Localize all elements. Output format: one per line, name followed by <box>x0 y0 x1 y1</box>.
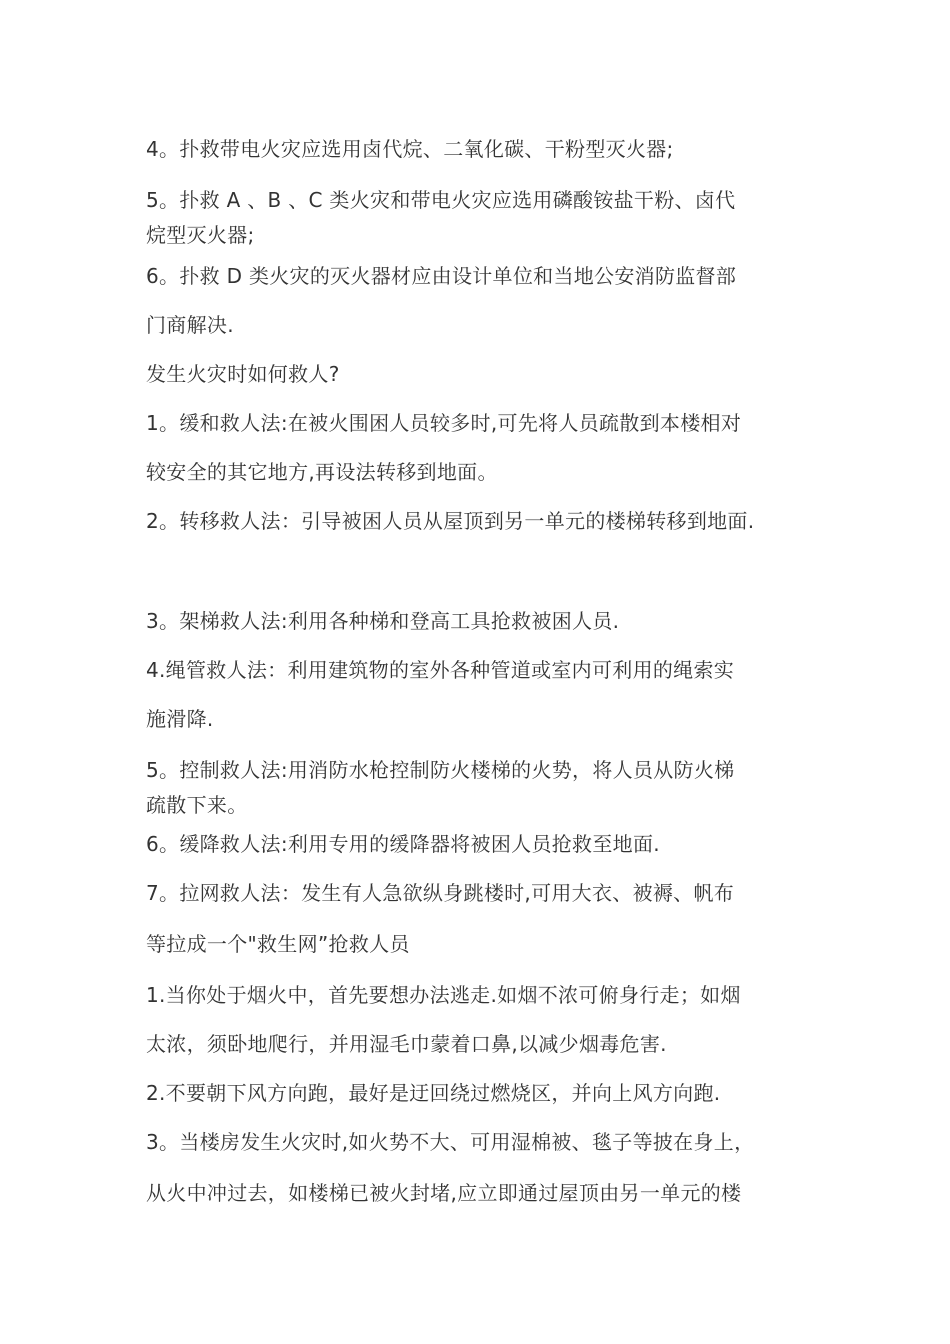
text-line-rescue-6: 6。缓降救人法:利用专用的缓降器将被困人员抢救至地面. <box>146 832 660 856</box>
text-line-extinguisher-d-cont: 门商解决. <box>146 313 234 337</box>
text-line-escape-1-cont: 太浓，须卧地爬行，并用湿毛巾蒙着口鼻,以减少烟毒危害. <box>146 1032 667 1056</box>
text-line-rescue-5-cont: 疏散下来。 <box>146 793 248 817</box>
text-line-escape-1: 1.当你处于烟火中，首先要想办法逃走.如烟不浓可俯身行走；如烟 <box>146 983 741 1007</box>
text-line-extinguisher-d: 6。扑救 D 类火灾的灭火器材应由设计单位和当地公安消防监督部 <box>146 264 737 288</box>
text-line-escape-2: 2.不要朝下风方向跑，最好是迂回绕过燃烧区，并向上风方向跑. <box>146 1081 721 1105</box>
text-line-rescue-4-cont: 施滑降. <box>146 707 214 731</box>
section-heading-rescue: 发生火灾时如何救人? <box>146 362 340 386</box>
text-line-escape-3: 3。当楼房发生火灾时,如火势不大、可用湿棉被、毯子等披在身上， <box>146 1130 755 1154</box>
text-line-escape-3-cont: 从火中冲过去，如楼梯已被火封堵,应立即通过屋顶由另一单元的楼 <box>146 1181 742 1205</box>
text-line-extinguisher-abc: 5。扑救 A 、B 、C 类火灾和带电火灾应选用磷酸铵盐干粉、卤代 <box>146 188 736 212</box>
text-line-rescue-3: 3。架梯救人法:利用各种梯和登高工具抢救被困人员. <box>146 609 620 633</box>
text-line-rescue-2: 2。转移救人法：引导被困人员从屋顶到另一单元的楼梯转移到地面. <box>146 509 755 533</box>
text-line-rescue-7-cont: 等拉成一个"救生网”抢救人员 <box>146 932 410 956</box>
text-line-extinguisher-electrical: 4。扑救带电火灾应选用卤代烷、二氧化碳、干粉型灭火器; <box>146 137 674 161</box>
text-line-extinguisher-abc-cont: 烷型灭火器; <box>146 223 255 247</box>
text-line-rescue-4: 4.绳管救人法：利用建筑物的室外各种管道或室内可利用的绳索实 <box>146 658 735 682</box>
text-line-rescue-1-cont: 较安全的其它地方,再设法转移到地面。 <box>146 460 498 484</box>
text-line-rescue-5: 5。控制救人法:用消防水枪控制防火楼梯的火势，将人员从防火梯 <box>146 758 735 782</box>
text-line-rescue-1: 1。缓和救人法:在被火围困人员较多时,可先将人员疏散到本楼相对 <box>146 411 742 435</box>
text-line-rescue-7: 7。拉网救人法：发生有人急欲纵身跳楼时,可用大衣、被褥、帆布 <box>146 881 735 905</box>
